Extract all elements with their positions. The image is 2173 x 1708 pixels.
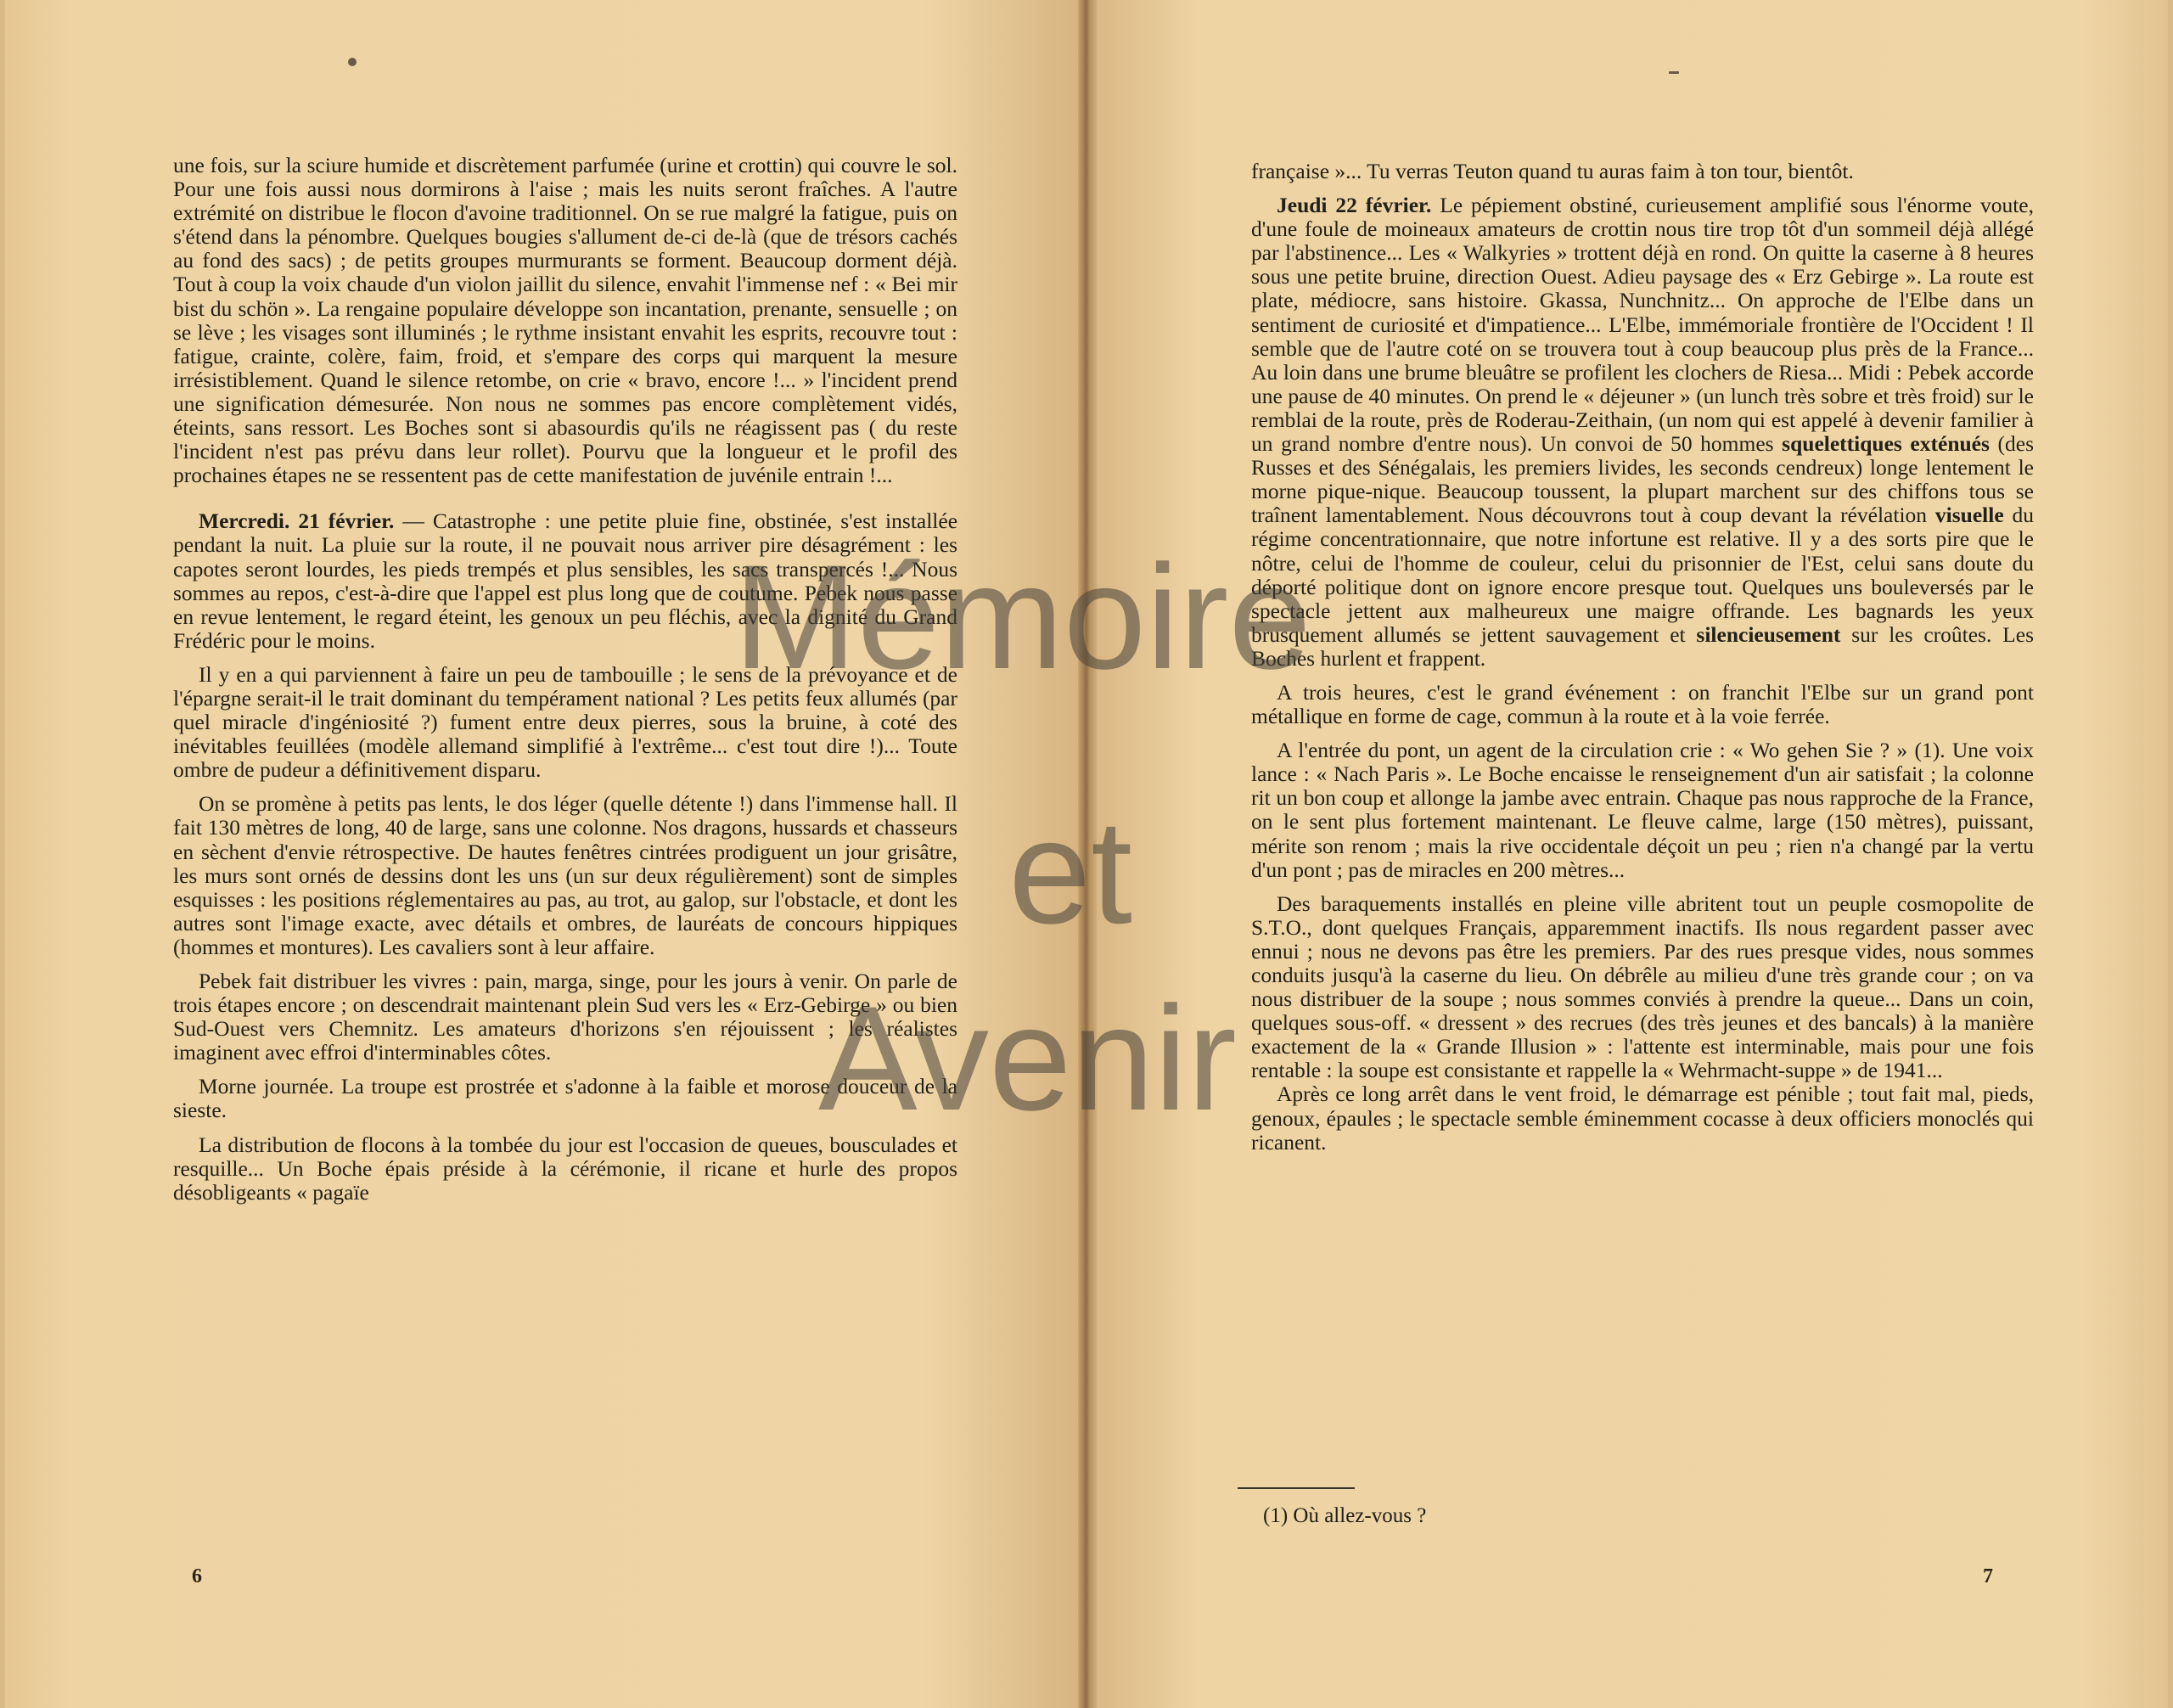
paragraph: française »... Tu verras Teuton quand tu auras faim à ton tour, bientôt. — [1251, 159, 1854, 183]
left-page-text — [173, 154, 957, 1205]
footnote: (1) Où allez-vous ? — [1263, 1504, 1427, 1527]
paragraph: La distribution de flocons à la tombée du jour est l'occasion de queues, bousculades et resquille... Un Boche épais préside à la cérémonie, il ricane et hurle des propos désobligeants « pagaïe — [173, 1132, 957, 1205]
page-number: 6 — [192, 1565, 202, 1587]
paragraph: Morne journée. La troupe est prostrée et s'adonne à la faible et morose douceur de la sieste. — [173, 1074, 957, 1123]
paragraph: Il y en a qui parviennent à faire un peu de tambouille ; le sens de la prévoyance et de l'épargne serait-il le trait dominant du tempérament national ? Les petits feux allumés (par quel miracle d'ingéniosité ?) fument entre deux pierres, sous la bruine, à coté des inévitables feuillées (modèle allemand simplifié à l'extrême... c'est tout dire !)... Toute ombre de pudeur a définitivement disparu. — [173, 661, 957, 783]
paper-speck — [1669, 71, 1679, 74]
paragraph: A trois heures, c'est le grand événement : on franchit l'Elbe sur un grand pont métallique en forme de cage, commun à la route et à la voie ferrée. — [1251, 679, 2034, 729]
paragraph: Après ce long arrêt dans le vent froid, le démarrage est pénible ; tout fait mal, pieds, genoux, épaules ; le spectacle semble éminemment cocasse à deux officiers monoclés qui ricanent. — [1251, 1082, 2034, 1155]
date-heading: Mercredi. 21 février. — [199, 508, 395, 534]
watermark-line: Mémoire — [733, 535, 1311, 700]
paragraph: Des baraquements installés en pleine ville abritent tout un peuple cosmopolite de S.T.O., dont quelques Français, apparemment inactifs. Ils nous regardent passer avec ennui ; nous ne devons pas être les premiers. Par des rues presque vides, nous sommes conduits jusqu'à la caserne du lieu. On débrêle au milieu d'une très grande cour ; on va nous distribuer de la soupe ; nous sommes conviés à prendre la queue... Dans un coin, quelques sous-off. « dressent » des recrues (des très jeunes et des bancals) à la manière exactement de la « Grande Illusion » : l'attente est interminable, mais pour une fois rentable : la soupe est consistante et rappelle la « Wehrmacht-suppe » de 1941... — [1251, 891, 2034, 1083]
book-gutter — [1078, 0, 1097, 1708]
watermark-line: Avenir — [818, 976, 1237, 1142]
paper-speck — [348, 58, 357, 66]
paragraph: une fois, sur la sciure humide et discrètement parfumée (urine et crottin) qui couvre le sol. Pour une fois aussi nous dormirons à l'aise ; mais les nuits seront fraîches. A l'autre extrémité on distribue le flocon d'avoine traditionnel. On se rue malgré la fatigue, puis on s'étend dans la pénombre. Quelques bougies s'allument de-ci de-là (que de trésors cachés au fond des sacs) ; de petits groupes murmurants se forment. Beaucoup dorment déjà. Tout à coup la voix chaude d'un violon jaillit du silence, envahit l'immense nef : « Bei mir bist du schön ». La rengaine populaire développe son incantation, prenante, sensuelle ; on se lève ; les visages sont illuminés ; le rythme insistant envahit les esprits, recouvre tout : fatigue, crainte, colère, faim, froid, et s'empare des corps qui marquent la mesure irrésistiblement. Quand le silence retombe, on crie « bravo, encore !... » l'incident prend une signification démesurée. Non nous ne sommes pas encore complètement vidés, éteints, sans ressort. Les Boches sont si abasourdis qu'ils ne réagissent pas ( du reste l'incident n'est pas prévu dans leur rollet). Pourvu que la longueur et le profil des prochaines étapes ne se ressentent pas de cette manifestation de juvénile entrain !... — [173, 153, 957, 488]
date-heading: Jeudi 22 février. — [1277, 193, 1432, 218]
paragraph: Jeudi 22 février. Le pépiement obstiné, curieusement amplifié sous l'énorme voute, d'une foule de moineaux amateurs de crottin nous tire trop tôt d'un sommeil déjà allégé par l'abstinence... Les « Walkyries » trottent déjà en rond. On quitte la caserne à 8 heures sous une petite bruine, direction Ouest. Adieu paysage des « Erz Gebirge ». La route est plate, médiocre, sans histoire. Gkassa, Nunchnitz... On approche de l'Elbe dans un sentiment de curiosité et d'impatience... L'Elbe, immémoriale frontière de l'Occident ! Il semble que de l'autre coté on se trouvera tout à coup beaucoup plus près de la France... Au loin dans une brume bleuâtre se profilent les clochers de Riesa... Midi : Pebek accorde une pause de 40 minutes. On prend le « déjeuner » (un lunch très sobre et très froid) sur le remblai de la route, près de Roderau-Zeithain, (un nom qui est appelé à devenir familier à un grand nombre d'entre nous). Un convoi de 50 hommes squelettiques exténués (des Russes et des Sénégalais, les premiers livides, les seconds cendreux) longe lentement le morne pique-nique. Beaucoup toussent, la plupart marchent sur des chiffons tous se traînent lamentablement. Nous découvrons tout à coup devant la révélation visuelle du régime concentrationnaire, que notre infortune est relative. Il y a des sorts pire que le nôtre, celui de l'homme de couleur, celui du prisonnier de l'Est, celui sans doute du déporté politique dont on ignore encore presque tout. Quelques uns bouleversés par le spectacle jettent aux malheureux une maigre offrande. Les bagnards les yeux brusquement allumés se jettent sauvagement et silencieusement sur les croûtes. Les Boches hurlent et frappent. — [1251, 193, 2034, 671]
paragraph: Pebek fait distribuer les vivres : pain, marga, singe, pour les jours à venir. On parle de trois étapes encore ; on descendrait maintenant plein Sud vers les « Erz-Gebirge » ou bien Sud-Ouest vers Chemnitz. Les amateurs d'horizons s'en réjouissent ; les réalistes imaginent avec effroi d'interminables côtes. — [173, 969, 957, 1065]
paragraph: On se promène à petits pas lents, le dos léger (quelle détente !) dans l'immense hall. Il fait 130 mètres de long, 40 de large, sans une colonne. Nos dragons, hussards et chasseurs en sèchent d'envie rétrospective. De hautes fenêtres cintrées prodiguent un jour grisâtre, les murs sont ornés de dessins dont les uns (un sur deux régulièrement) sont de simples esquisses : les positions réglementaires au pas, au trot, au galop, sur l'obstacle, et dont les autres sont l'image exacte, avec détails et ombres, de lauréats de concours hippiques (hommes et montures). Les cavaliers sont à leur affaire. — [173, 791, 957, 959]
footnote-rule — [1238, 1487, 1355, 1489]
paragraph: A l'entrée du pont, un agent de la circulation crie : « Wo gehen Sie ? » (1). Une voix lance : « Nach Paris ». Le Boche encaisse le renseignement d'un air satisfait ; la colonne rit un bon coup et allonge la jambe avec entrain. Chaque pas nous rapproche de la France, on le sent plus fortement maintenant. Le fleuve calme, large (150 mètres), puissant, mérite son renom ; mais la rive occidentale déçoit un peu ; rien n'a changé par la vertu d'un pont ; pas de miracles en 200 mètres... — [1251, 738, 2034, 882]
page-number: 7 — [1983, 1565, 1993, 1587]
watermark-line: et — [1008, 789, 1132, 955]
right-page-text — [1251, 160, 2034, 1155]
paragraph: Mercredi. 21 février. — Catastrophe : une petite pluie fine, obstinée, s'est installée pendant la nuit. La pluie sur la route, il ne pouvait nous arriver pire désagrément : les capotes seront lourdes, les pieds trempés et plus sensibles, les sacs transpercés !... Nous sommes au repos, c'est-à-dire que l'appel est plus long que de coutume. Pebek nous passe en revue lentement, le regard éteint, les genoux un peu fléchis, avec la dignité du Grand Frédéric pour le moins. — [173, 508, 958, 653]
